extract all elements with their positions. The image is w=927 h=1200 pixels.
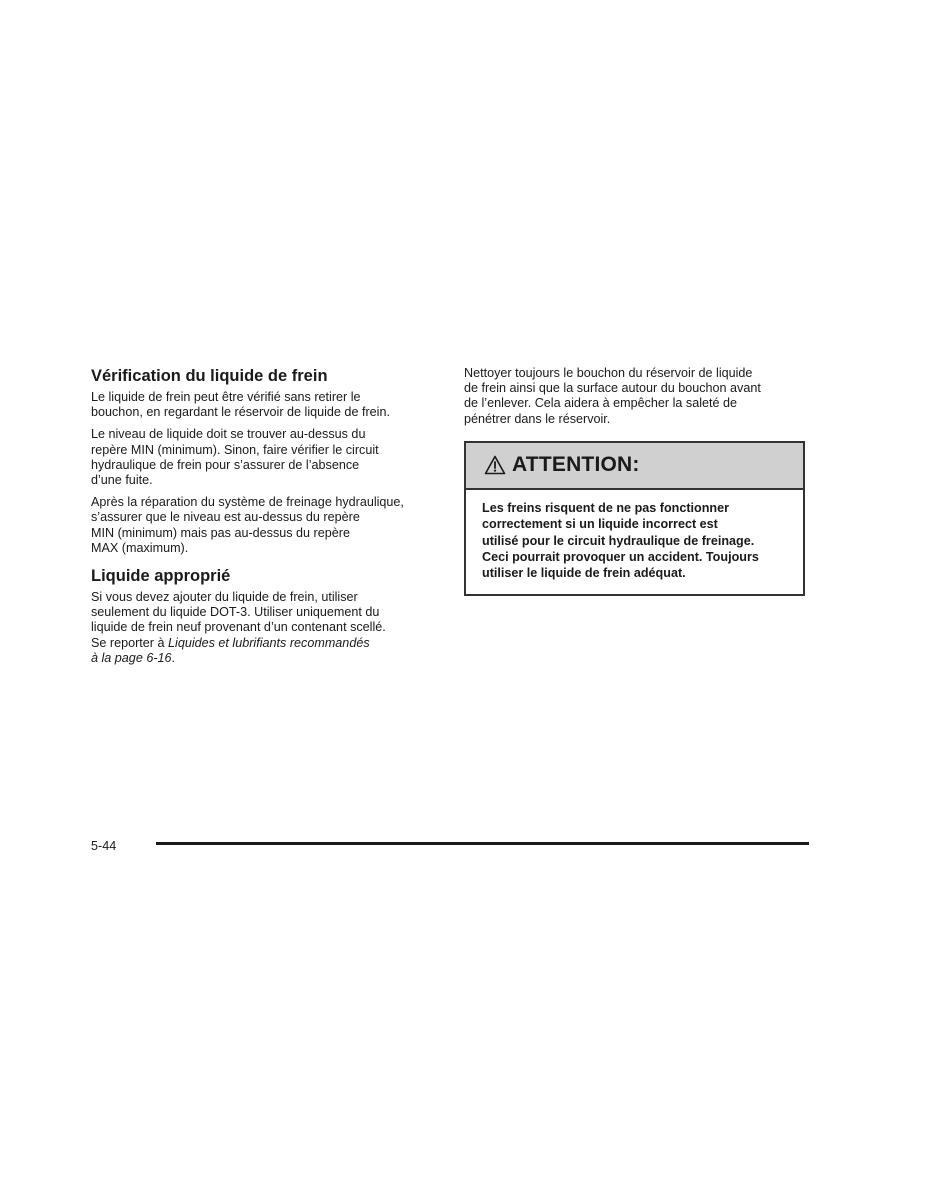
paragraph-proper-fluid — [91, 590, 441, 666]
left-column — [91, 366, 441, 673]
warning-header — [466, 443, 803, 490]
warning-title: ATTENTION: — [512, 453, 640, 477]
paragraph-clean-cap: Nettoyer toujours le bouchon du réservoir de liquide de frein ainsi que la surface autour du bouchon avant de l’enlever. Cela aidera à empêcher la saleté de pénétrer dans le réservoir. — [464, 366, 761, 426]
warning-body: Les freins risquent de ne pas fonctionner correctement si un liquide incorrect est utilisé pour le circuit hydraulique de freinage. Ceci pourrait provoquer un accident. Toujours utiliser le liquide de frein adéquat. — [482, 500, 759, 581]
warning-triangle-icon — [484, 455, 506, 475]
section-heading-proper-fluid: Liquide approprié — [91, 567, 231, 586]
page-number: 5-44 — [91, 839, 117, 853]
section-heading-brake-fluid-check: Vérification du liquide de frein — [91, 367, 328, 385]
paragraph-proper-fluid-text: Si vous devez ajouter du liquide de frein, utiliser seulement du liquide DOT-3. Utiliser uniquement du liquide de frein neuf provenant d’un contenant scellé. Se reporter à — [91, 590, 386, 650]
paragraph-check-without-cap: Le liquide de frein peut être vérifié sans retirer le bouchon, en regardant le réservoir de liquide de frein. — [91, 390, 390, 420]
paragraph-fluid-level: Le niveau de liquide doit se trouver au-dessus du repère MIN (minimum). Sinon, faire vérifier le circuit hydraulique de frein pour s’assurer de l’absence d’une fuite. — [91, 427, 379, 488]
right-column — [464, 366, 809, 596]
cross-reference-link[interactable]: Liquides et lubrifiants recommandés à la page 6-16 — [91, 635, 370, 665]
paragraph-after-repair: Après la réparation du système de freinage hydraulique, s’assurer que le niveau est au-dessus du repère MIN (minimum) mais pas au-dessus du repère MAX (maximum). — [91, 495, 404, 555]
paragraph-proper-fluid-end: . — [171, 650, 176, 665]
warning-box — [464, 441, 805, 596]
footer-rule — [156, 842, 809, 845]
